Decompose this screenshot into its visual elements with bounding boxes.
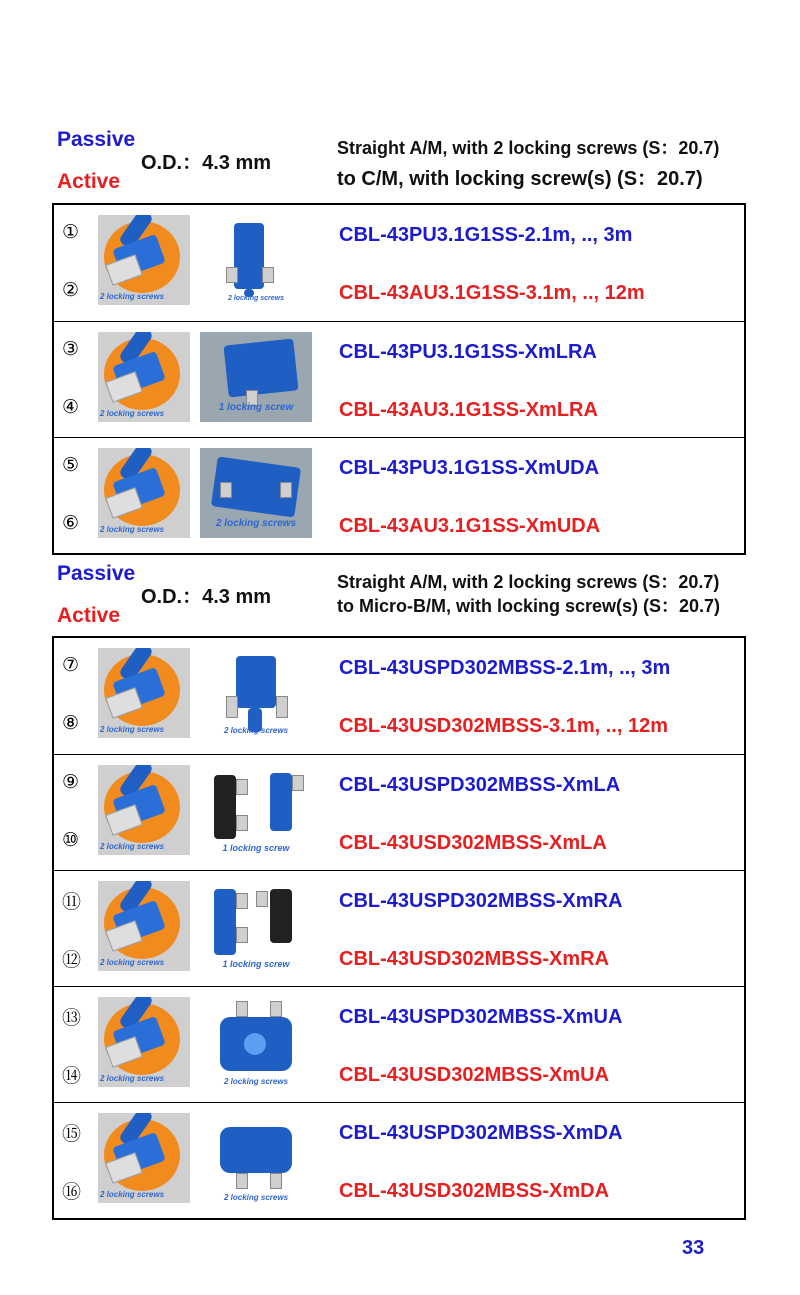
item-number: ③ bbox=[62, 338, 80, 360]
table-row bbox=[54, 870, 744, 986]
passive-label: Passive bbox=[57, 128, 136, 151]
item-number: ⑦ bbox=[62, 654, 80, 676]
micro-b-left-angle-image bbox=[200, 765, 312, 855]
active-label: Active bbox=[57, 604, 121, 627]
usb-a-plug-image bbox=[98, 448, 190, 538]
table-row bbox=[54, 437, 744, 553]
part-number-active: CBL-43USD302MBSS-XmLA bbox=[339, 832, 607, 854]
table-row bbox=[54, 754, 744, 870]
part-number-passive: CBL-43PU3.1G1SS-2.1m, .., 3m bbox=[339, 224, 633, 246]
micro-b-up-angle-image bbox=[200, 997, 312, 1087]
part-number-active: CBL-43AU3.1G1SS-XmUDA bbox=[339, 515, 601, 537]
table-row bbox=[54, 986, 744, 1102]
section2-header bbox=[0, 562, 800, 632]
usb-c-right-angle-image bbox=[200, 332, 312, 422]
image-caption: 2 locking screws bbox=[215, 518, 297, 529]
usb-a-plug-image bbox=[98, 765, 190, 855]
part-number-active: CBL-43USD302MBSS-XmRA bbox=[339, 948, 610, 970]
table-row bbox=[54, 205, 744, 321]
part-number-passive: CBL-43USPD302MBSS-XmUA bbox=[339, 1006, 623, 1028]
part-number-active: CBL-43USD302MBSS-3.1m, .., 12m bbox=[339, 715, 669, 737]
section1-header bbox=[0, 128, 800, 198]
item-number: ④ bbox=[62, 396, 80, 418]
micro-b-down-angle-image bbox=[200, 1113, 312, 1203]
item-number: ⑫ bbox=[62, 949, 82, 971]
description-line1: Straight A/M, with 2 locking screws (S：20.7) bbox=[337, 138, 720, 158]
image-caption: 2 locking screws bbox=[223, 726, 289, 735]
part-number-passive: CBL-43PU3.1G1SS-XmUDA bbox=[339, 457, 600, 479]
item-number: ⑬ bbox=[62, 1007, 82, 1029]
image-caption: 2 locking screws bbox=[100, 842, 165, 851]
usb-a-plug-image bbox=[98, 648, 190, 738]
item-number: ⑪ bbox=[62, 891, 82, 913]
usb-c-plug-image bbox=[200, 215, 312, 305]
usb-a-plug-image bbox=[98, 997, 190, 1087]
passive-label: Passive bbox=[57, 562, 136, 585]
part-number-active: CBL-43USD302MBSS-XmDA bbox=[339, 1180, 610, 1202]
item-number: ② bbox=[62, 279, 80, 301]
od-label: O.D.：4.3 mm bbox=[141, 152, 272, 174]
micro-b-right-angle-image bbox=[200, 881, 312, 971]
image-caption: 2 locking screws bbox=[100, 525, 165, 534]
item-number: ⑮ bbox=[62, 1123, 82, 1145]
item-number: ⑥ bbox=[62, 512, 80, 534]
usb-a-plug-image bbox=[98, 881, 190, 971]
active-label: Active bbox=[57, 170, 121, 193]
image-caption: 2 locking screws bbox=[100, 1074, 165, 1083]
image-caption: 2 locking screws bbox=[100, 725, 165, 734]
image-caption: 2 locking screws bbox=[100, 958, 165, 967]
image-caption: 1 locking screw bbox=[222, 843, 290, 853]
usb-a-plug-image bbox=[98, 215, 190, 305]
item-number: ⑤ bbox=[62, 454, 80, 476]
part-number-passive: CBL-43PU3.1G1SS-XmLRA bbox=[339, 341, 597, 363]
image-caption: 2 locking screws bbox=[227, 295, 285, 302]
image-caption: 1 locking screw bbox=[222, 959, 290, 969]
description-line2: to C/M, with locking screw(s) (S：20.7) bbox=[337, 168, 703, 190]
description-line1: Straight A/M, with 2 locking screws (S：20.7) bbox=[337, 572, 720, 592]
description-line2: to Micro-B/M, with locking screw(s) (S：20.7) bbox=[337, 596, 721, 616]
item-number: ① bbox=[62, 221, 80, 243]
image-caption: 2 locking screws bbox=[100, 292, 165, 301]
image-caption: 2 locking screws bbox=[223, 1077, 289, 1086]
part-number-active: CBL-43AU3.1G1SS-3.1m, .., 12m bbox=[339, 282, 645, 304]
part-number-active: CBL-43USD302MBSS-XmUA bbox=[339, 1064, 610, 1086]
table-row bbox=[54, 638, 744, 754]
micro-b-plug-image bbox=[200, 648, 312, 738]
section1-table bbox=[52, 203, 746, 555]
image-caption: 2 locking screws bbox=[100, 1190, 165, 1199]
part-number-passive: CBL-43USPD302MBSS-XmLA bbox=[339, 774, 621, 796]
part-number-passive: CBL-43USPD302MBSS-XmDA bbox=[339, 1122, 623, 1144]
usb-a-plug-image bbox=[98, 332, 190, 422]
item-number: ⑩ bbox=[62, 829, 80, 851]
section2-table bbox=[52, 636, 746, 1220]
item-number: ⑭ bbox=[62, 1065, 82, 1087]
od-label: O.D.：4.3 mm bbox=[141, 586, 272, 608]
item-number: ⑧ bbox=[62, 712, 80, 734]
part-number-passive: CBL-43USPD302MBSS-2.1m, .., 3m bbox=[339, 657, 671, 679]
image-caption: 2 locking screws bbox=[100, 409, 165, 418]
table-row bbox=[54, 321, 744, 437]
part-number-passive: CBL-43USPD302MBSS-XmRA bbox=[339, 890, 623, 912]
item-number: ⑯ bbox=[62, 1181, 82, 1203]
item-number: ⑨ bbox=[62, 771, 80, 793]
part-number-active: CBL-43AU3.1G1SS-XmLRA bbox=[339, 399, 598, 421]
image-caption: 1 locking screw bbox=[218, 402, 294, 413]
usb-c-up-angle-image bbox=[200, 448, 312, 538]
page-number: 33 bbox=[682, 1237, 705, 1259]
table-row bbox=[54, 1102, 744, 1218]
image-caption: 2 locking screws bbox=[223, 1193, 289, 1202]
usb-a-plug-image bbox=[98, 1113, 190, 1203]
